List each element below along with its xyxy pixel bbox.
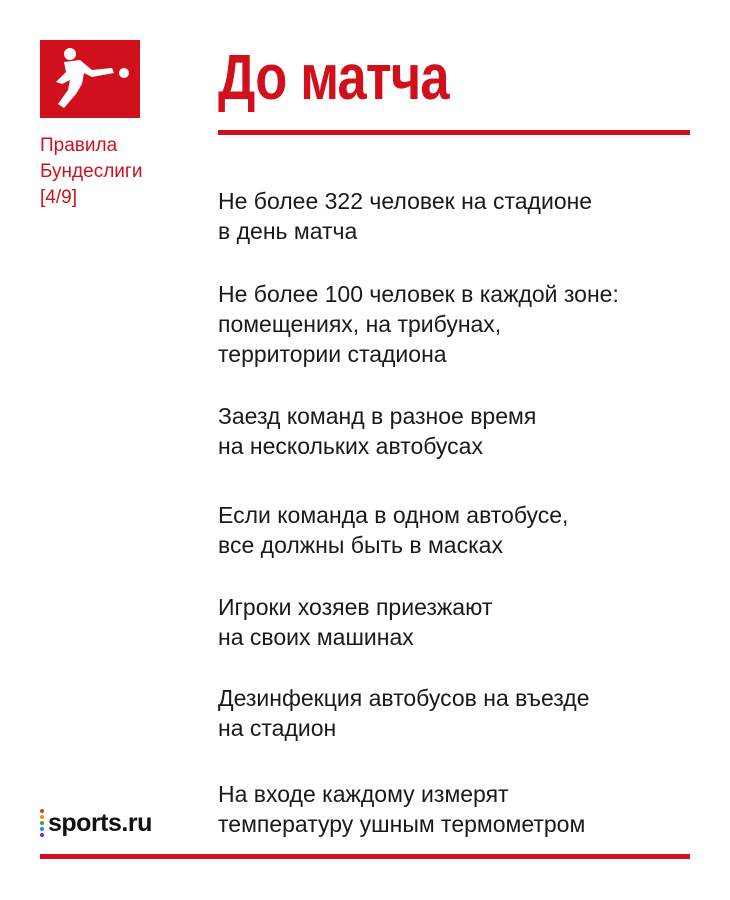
player-silhouette-icon <box>40 40 140 118</box>
rule-item-6 <box>218 683 698 743</box>
brand-name: sports.ru <box>48 808 152 837</box>
rule-line: в день матча <box>218 218 358 244</box>
rule-item-7 <box>218 779 698 839</box>
rule-item-1 <box>218 186 698 246</box>
rule-line: Если команда в одном автобусе, <box>218 502 569 528</box>
rule-item-3 <box>218 401 698 461</box>
rule-line: На входе каждому измерят <box>218 781 509 807</box>
caption-line-1: Правила <box>40 135 118 156</box>
rule-item-5 <box>218 592 698 652</box>
sports-ru-logo <box>40 806 152 840</box>
title-divider <box>218 130 690 135</box>
rule-line: Игроки хозяев приезжают <box>218 594 493 620</box>
brand-dots-icon <box>40 809 44 837</box>
rule-item-2 <box>218 279 698 369</box>
rule-line: помещениях, на трибунах, <box>218 311 502 337</box>
caption-page-counter: [4/9] <box>40 187 77 208</box>
rule-line: Не более 322 человек на стадионе <box>218 188 593 214</box>
bottom-divider <box>40 854 690 859</box>
rule-line: на стадион <box>218 715 337 741</box>
rule-line: Дезинфекция автобусов на въезде <box>218 685 590 711</box>
series-caption <box>40 133 180 211</box>
bundesliga-logo-icon <box>40 40 140 118</box>
caption-line-2: Бундеслиги <box>40 161 143 182</box>
rule-line: территории стадиона <box>218 341 447 367</box>
rule-line: все должны быть в масках <box>218 532 503 558</box>
rule-line: на своих машинах <box>218 624 414 650</box>
rule-line: Заезд команд в разное время <box>218 403 537 429</box>
rule-line: температуру ушным термометром <box>218 811 586 837</box>
page-title: До матча <box>218 41 449 113</box>
rule-line: Не более 100 человек в каждой зоне: <box>218 281 619 307</box>
rule-line: на нескольких автобусах <box>218 433 483 459</box>
rule-item-4 <box>218 500 698 560</box>
